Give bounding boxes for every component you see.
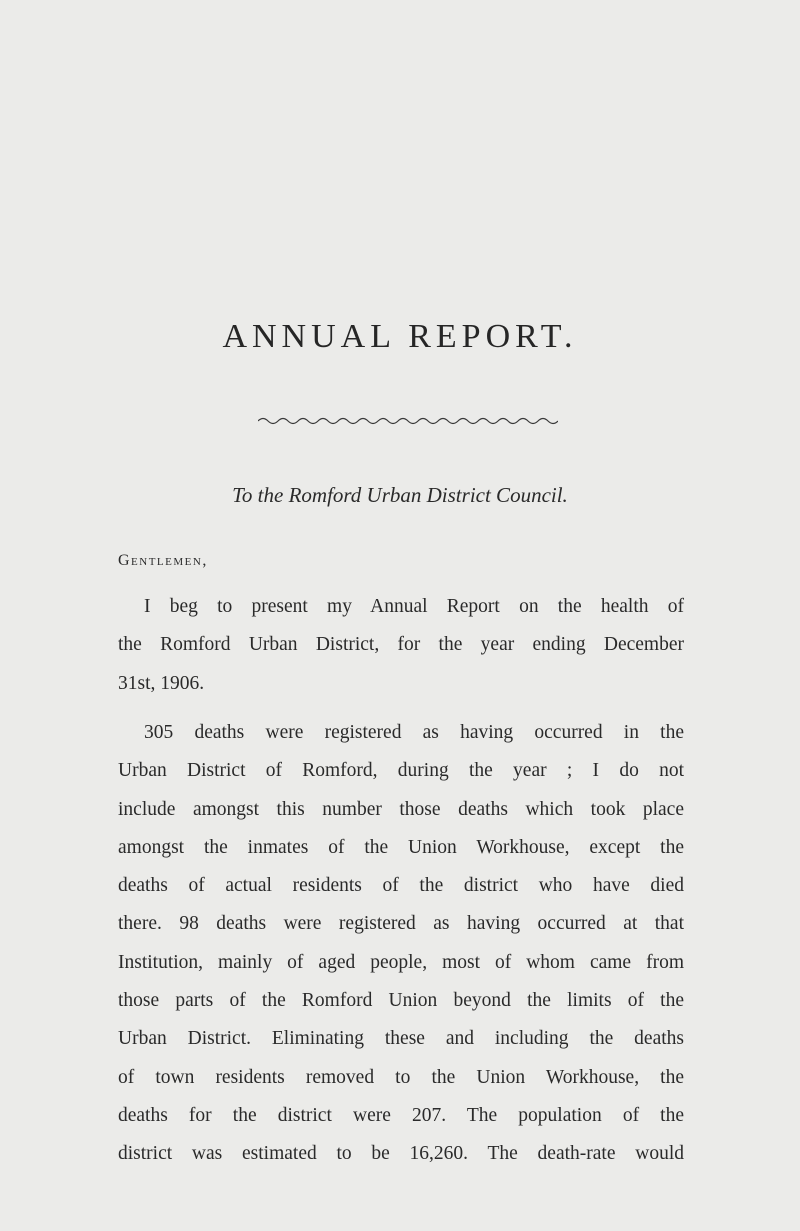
paragraph-line: Urban District of Romford, during the year ; I do not [118,760,684,782]
paragraph-line: I beg to present my Annual Report on the health of [144,596,684,617]
paragraph-line: Urban District. Eliminating these and including the deaths [118,1028,684,1050]
paragraph-1 [118,588,684,703]
paragraph-line: the Romford Urban District, for the year ending December [118,634,684,656]
paragraph-line: there. 98 deaths were registered as having occurred at that [118,913,684,935]
paragraph-line: those parts of the Romford Union beyond the limits of the [118,990,684,1012]
paragraph-line: 31st, 1906. [118,672,205,694]
wavy-rule-ornament [258,414,558,426]
paragraph-line: district was estimated to be 16,260. The death-rate would [118,1143,684,1165]
addressee-line: To the Romford Urban District Council. [232,483,568,507]
paragraph-line: amongst the inmates of the Union Workhouse, except the [118,836,684,858]
paragraph-line: Institution, mainly of aged people, most of whom came from [118,951,684,973]
paragraph-line: deaths for the district were 207. The population of the [118,1104,684,1126]
page-title: ANNUAL REPORT. [222,318,578,355]
paragraph-2 [118,714,684,1174]
paragraph-line: deaths of actual residents of the district who have died [118,875,684,897]
paragraph-line: 305 deaths were registered as having occurred in the [144,722,684,743]
salutation: Gentlemen, [118,552,208,569]
paragraph-line: of town residents removed to the Union Workhouse, the [118,1066,684,1088]
paragraph-line: include amongst this number those deaths which took place [118,798,684,820]
